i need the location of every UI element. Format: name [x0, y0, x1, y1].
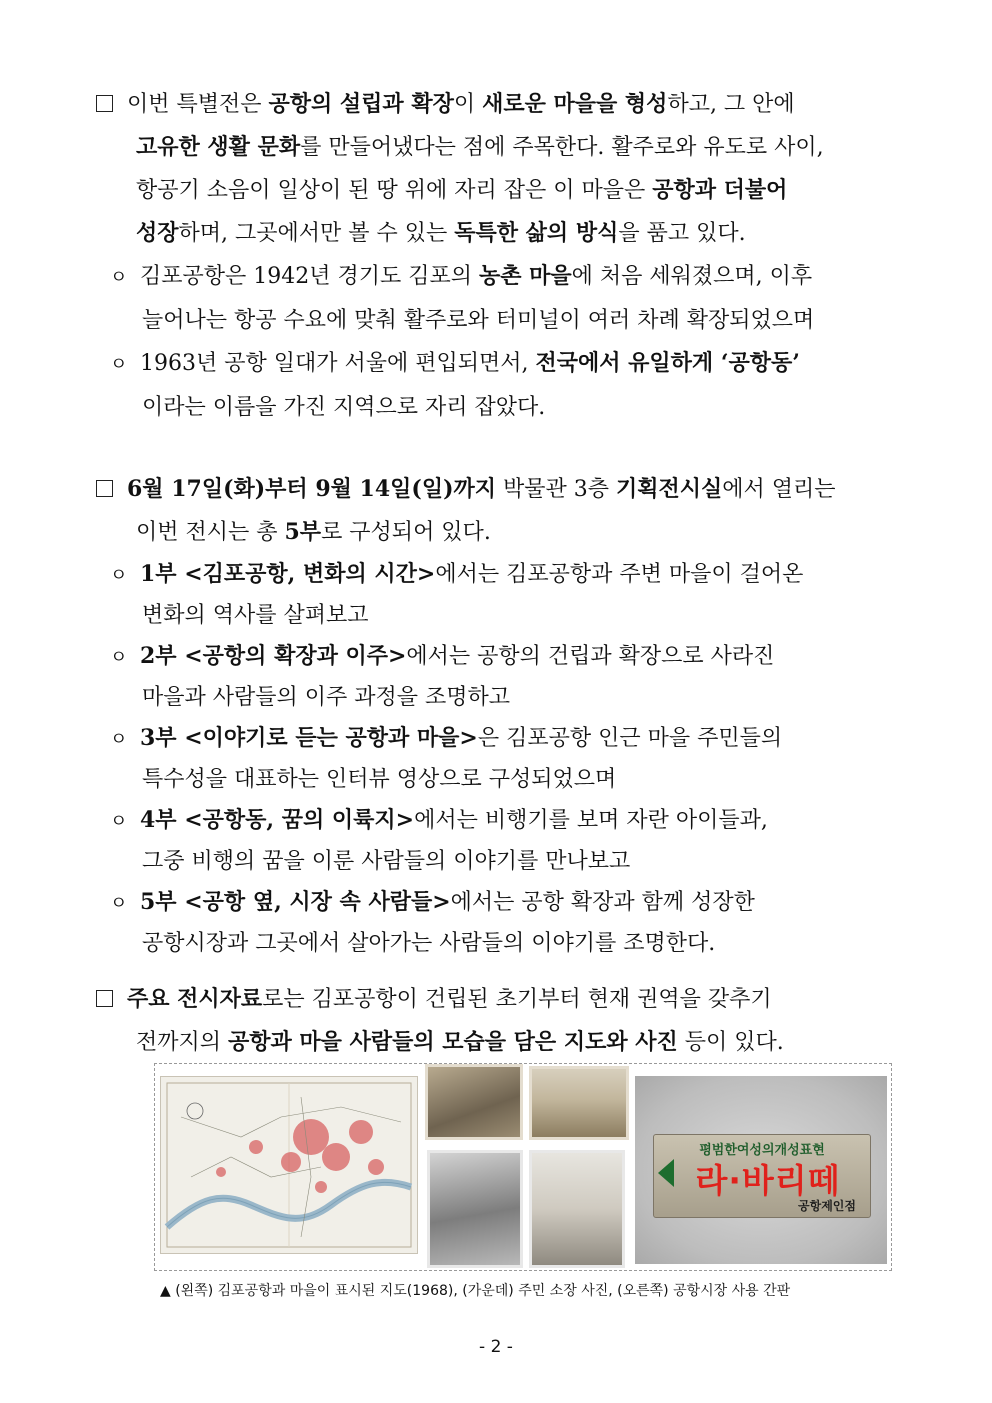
part-item-continued: 변화의 역사를 살펴보고	[142, 603, 369, 628]
section2-line-1: 6월 17일(화)부터 9월 14일(일)까지 박물관 3층 기획전시실에서 열리는	[96, 468, 896, 511]
signboard	[653, 1134, 871, 1218]
figure-caption: ▲ (왼쪽) 김포공항과 마을이 표시된 지도(1968), (가운데) 주민 소장 사진, (오른쪽) 공항시장 사용 간판	[160, 1283, 791, 1299]
photo-monument	[529, 1150, 625, 1268]
circle-bullet-icon: ㅇ	[110, 893, 128, 914]
exhibit-figure	[154, 1063, 892, 1271]
section1-line-2: 고유한 생활 문화를 만들어냈다는 점에 주목한다. 활주로와 유도로 사이,	[136, 134, 824, 160]
checkbox-square-icon	[96, 990, 113, 1007]
section3-line-2: 전까지의 공항과 마을 사람들의 모습을 담은 지도와 사진 등이 있다.	[136, 1029, 784, 1055]
section2-parts	[110, 554, 900, 964]
part-item-continued: 그중 비행의 꿈을 이룬 사람들의 이야기를 만나보고	[142, 849, 631, 874]
part-item: ㅇ 1부 <김포공항, 변화의 시간>에서는 김포공항과 주변 마을이 걸어온	[110, 554, 900, 596]
circle-bullet-icon: ㅇ	[110, 811, 128, 832]
section1-paragraph	[96, 83, 896, 255]
section2-paragraph	[96, 468, 896, 554]
bullet-item: ㅇ 김포공항은 1942년 경기도 김포의 농촌 마을에 처음 세워졌으며, 이후	[110, 255, 900, 299]
bullet-item: ㅇ 1963년 공항 일대가 서울에 편입되면서, 전국에서 유일하게 ‘공항동’	[110, 342, 900, 386]
part-item: ㅇ 5부 <공항 옆, 시장 속 사람들>에서는 공항 확장과 함께 성장한	[110, 882, 900, 924]
photo-pavilion	[427, 1150, 523, 1268]
part-item: ㅇ 2부 <공항의 확장과 이주>에서는 공항의 건립과 확장으로 사라진	[110, 636, 900, 678]
bullet-item-continued: 이라는 이름을 가진 지역으로 자리 잡았다.	[142, 395, 546, 420]
page-number: - 2 -	[479, 1337, 513, 1357]
circle-bullet-icon: ㅇ	[110, 354, 128, 375]
checkbox-square-icon	[96, 480, 113, 497]
part-item: ㅇ 4부 <공항동, 꿈의 이륙지>에서는 비행기를 보며 자란 아이들과,	[110, 800, 900, 842]
section1-bullets	[110, 255, 900, 429]
section1-line-1: 이번 특별전은 공항의 설립과 확장이 새로운 마을을 형성하고, 그 안에	[96, 83, 896, 126]
circle-bullet-icon: ㅇ	[110, 729, 128, 750]
section1-line-3: 항공기 소음이 일상이 된 땅 위에 자리 잡은 이 마을은 공항과 더불어	[136, 177, 788, 203]
circle-bullet-icon: ㅇ	[110, 647, 128, 668]
signboard-slogan: 평범한여성의개성표현	[699, 1143, 825, 1158]
signboard-name: 라·바리떼	[695, 1161, 841, 1200]
part-item-continued: 마을과 사람들의 이주 과정을 조명하고	[142, 685, 511, 710]
section1-line-4: 성장하며, 그곳에서만 볼 수 있는 독특한 삶의 방식을 품고 있다.	[136, 220, 746, 246]
signboard-branch: 공항제인점	[798, 1199, 856, 1213]
photo-group-portrait	[425, 1064, 523, 1140]
part-item-continued: 공항시장과 그곳에서 살아가는 사람들의 이야기를 조명한다.	[142, 931, 716, 956]
section3-line-1: 주요 전시자료로는 김포공항이 건립된 초기부터 현재 권역을 갖추기	[96, 978, 896, 1021]
bullet-item-continued: 늘어나는 항공 수요에 맞춰 활주로와 터미널이 여러 차례 확장되었으며	[142, 308, 815, 333]
part-item-continued: 특수성을 대표하는 인터뷰 영상으로 구성되었으며	[142, 767, 617, 792]
signboard-photo	[635, 1076, 887, 1264]
photo-field-gathering	[529, 1066, 629, 1140]
circle-bullet-icon: ㅇ	[110, 565, 128, 586]
circle-bullet-icon: ㅇ	[110, 267, 128, 288]
map-drawing	[161, 1077, 417, 1253]
section3-paragraph	[96, 978, 896, 1064]
part-item: ㅇ 3부 <이야기로 듣는 공항과 마을>은 김포공항 인근 마을 주민들의	[110, 718, 900, 760]
section2-line-2: 이번 전시는 총 5부로 구성되어 있다.	[136, 519, 491, 545]
map-image	[160, 1076, 418, 1254]
checkbox-square-icon	[96, 95, 113, 112]
